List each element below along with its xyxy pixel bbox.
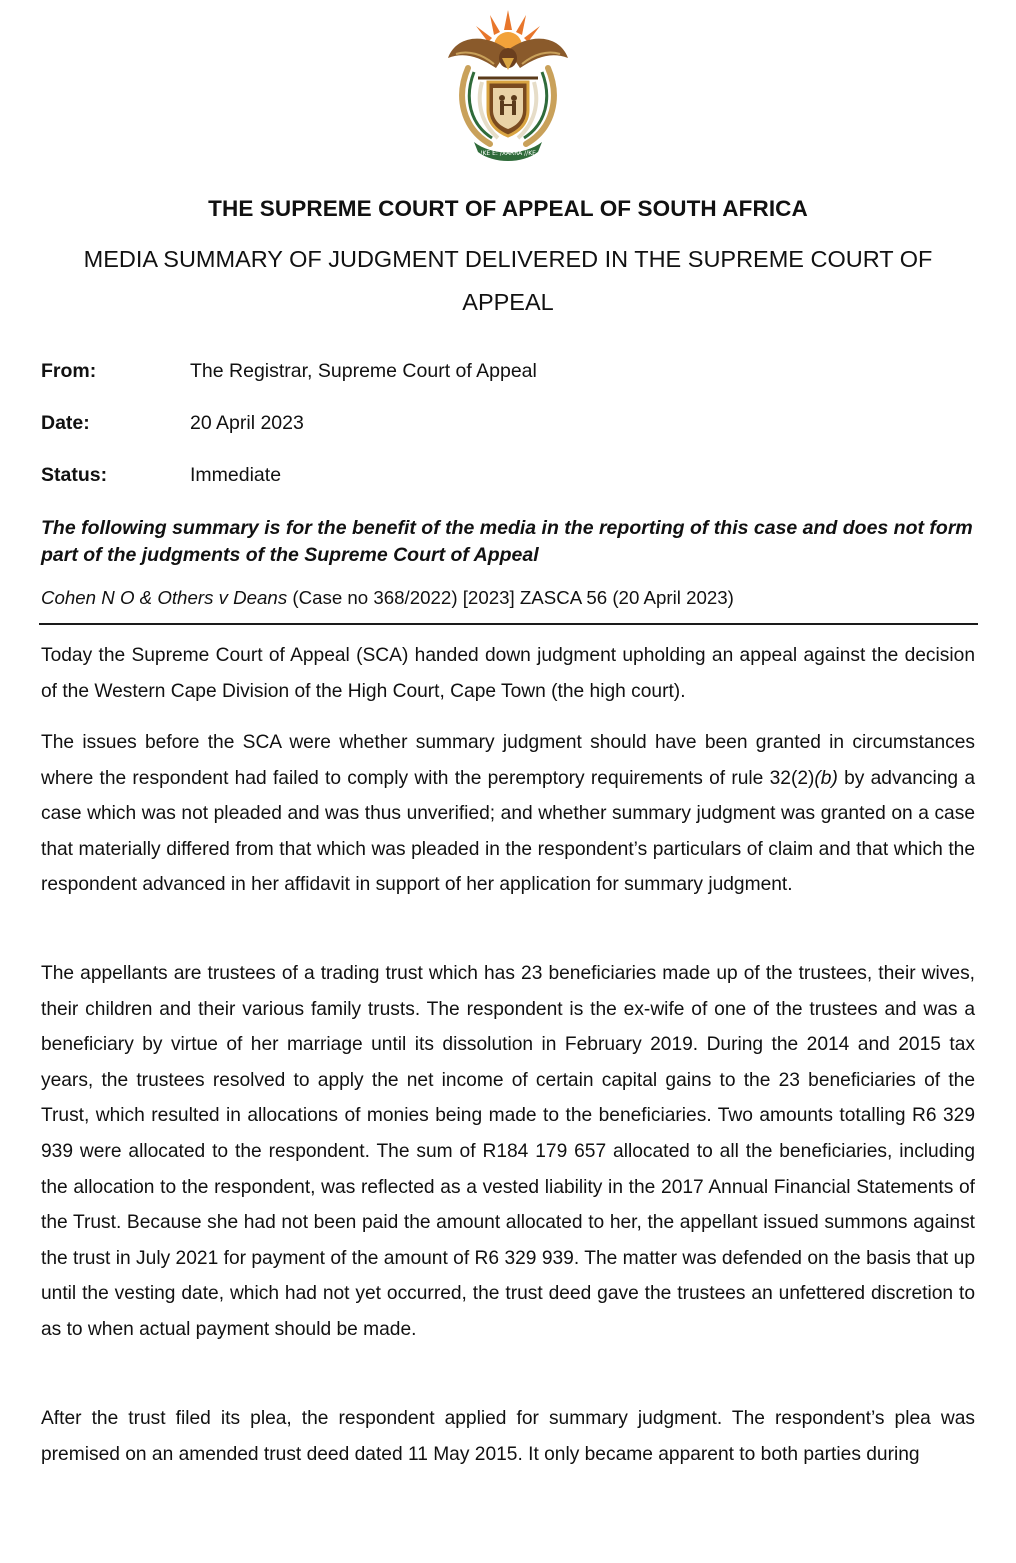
media-summary-title: MEDIA SUMMARY OF JUDGMENT DELIVERED IN THE SUPREME COURT OF APPEAL: [83, 246, 933, 315]
media-notice: The following summary is for the benefit of the media in the reporting of this case and does not form part of the judgments of the Supreme Court of Appeal: [41, 517, 973, 566]
status-label: Status:: [41, 464, 108, 486]
paragraph-1: Today the Supreme Court of Appeal (SCA) handed down judgment upholding an appeal against the decision of the Western Cape Division of the High Court, Cape Town (the high court).: [41, 645, 975, 702]
from-label: From:: [41, 360, 97, 382]
case-name: Cohen N O & Others v Deans: [41, 587, 288, 608]
status-value: Immediate: [190, 464, 282, 486]
paragraph-3: The appellants are trustees of a trading trust which has 23 beneficiaries made up of the trustees, their wives, their children and their various family trusts. The respondent is the ex-wife of one of the trustees and was a beneficiary by virtue of her marriage until its dissolution in February 2019. During the 2014 and 2015 tax years, the trustees resolved to apply the net income of certain capital gains to the 23 beneficiaries of the Trust, which resulted in allocations of monies being made to the beneficiaries. Two amounts totalling R6 329 939 were allocated to the respondent. The sum of R184 179 657 allocated to all the beneficiaries, including the allocation to the respondent, was reflected as a vested liability in the 2017 Annual Financial Statements of the Trust. Because she had not been paid the amount allocated to her, the appellant issued summons against the trust in July 2021 for payment of the amount of R6 329 939. The matter was defended on the basis that up until the vesting date, which had not yet occurred, the trust deed gave the trustees an unfettered discretion to as to when actual payment should be made.: [41, 963, 975, 1340]
south-africa-coat-of-arms-icon: [438, 6, 578, 166]
paragraph-2: [41, 725, 975, 903]
case-reference: (Case no 368/2022) [2023] ZASCA 56 (20 April 2023): [287, 587, 734, 608]
crest-motto-text: !KE E: /XARRA //KE: [480, 150, 536, 157]
from-value: The Registrar, Supreme Court of Appeal: [190, 360, 537, 382]
coat-of-arms: [438, 6, 578, 166]
court-title: THE SUPREME COURT OF APPEAL OF SOUTH AFRICA: [208, 196, 808, 221]
paragraph-2-italic: (b): [814, 767, 838, 789]
date-label: Date:: [41, 412, 90, 434]
paragraph-4: After the trust filed its plea, the respondent applied for summary judgment. The respondent’s plea was premised on an amended trust deed dated 11 May 2015. It only became apparent to both parties during: [41, 1408, 975, 1465]
divider-rule: [39, 623, 978, 625]
paragraph-2-part-1: The issues before the SCA were whether summary judgment should have been granted in circumstances where the respondent had failed to comply with the peremptory requirements of rule 32(2): [41, 732, 975, 789]
date-value: 20 April 2023: [190, 412, 304, 434]
paragraph-2-part-2: by advancing a case which was not pleaded and was thus unverified; and whether summary judgment was granted on a case that materially differed from that which was pleaded in the respondent’s particulars of claim and that which the respondent advanced in her affidavit in support of her application for summary judgment.: [41, 767, 976, 896]
case-citation: [41, 587, 981, 609]
